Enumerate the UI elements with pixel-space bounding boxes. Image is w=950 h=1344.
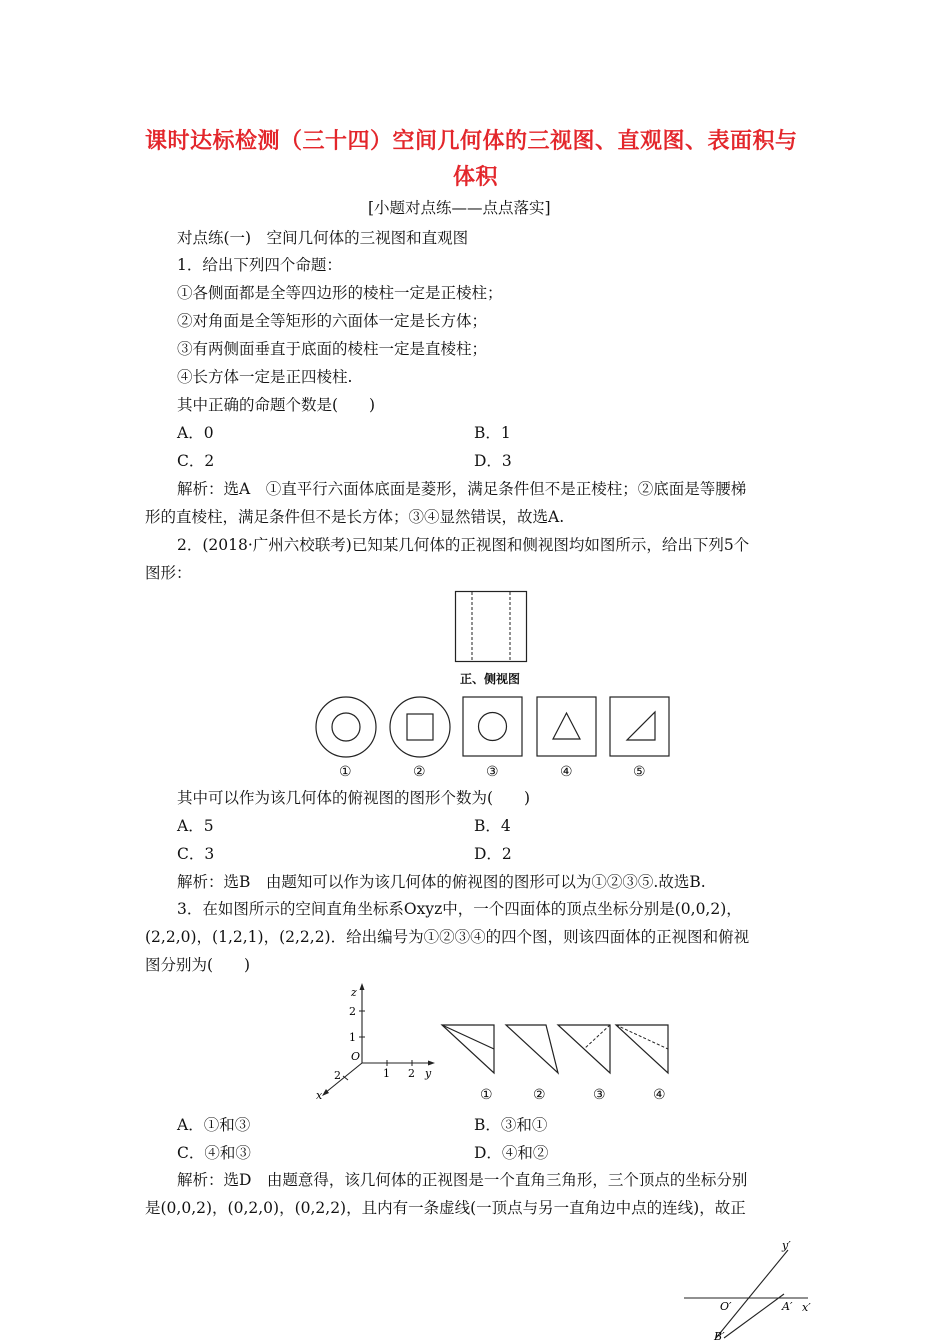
q1-item: ③有两侧面垂直于底面的棱柱一定是直棱柱； — [177, 340, 488, 358]
q1-option-c: C．2 — [177, 452, 215, 470]
view-3-figure — [558, 1025, 610, 1073]
figure-label: ② — [413, 764, 426, 780]
q1-ask: 其中正确的命题个数是( ) — [177, 396, 376, 414]
figure-label: ③ — [486, 764, 499, 780]
x-tick: 2 — [334, 1069, 341, 1082]
b-prime-label: B′ — [714, 1330, 725, 1343]
figure-label: ① — [480, 1087, 493, 1103]
a-prime-label: A′ — [782, 1300, 793, 1313]
o-prime-label: O′ — [720, 1300, 732, 1313]
figure-label: ⑤ — [633, 764, 646, 780]
figure-caption: 正、侧视图 — [460, 672, 521, 686]
front-side-view-figure — [455, 591, 530, 663]
x-prime-label: x′ — [802, 1301, 811, 1314]
view-options-figure — [440, 1022, 675, 1082]
figure-label: ④ — [560, 764, 573, 780]
q2-option-b: B．4 — [474, 817, 511, 835]
q3-analysis-cont: 是(0,0,2)，(0,2,0)，(0,2,2)，且内有一条虚线(一顶点与另一直角边中点的连线)，故正 — [145, 1199, 746, 1217]
y-tick: 1 — [383, 1067, 390, 1080]
page-title: 课时达标检测（三十四）空间几何体的三视图、直观图、表面积与 — [145, 128, 798, 154]
q3-stem-cont: 图分别为( ) — [145, 956, 251, 974]
option-1-figure — [316, 697, 376, 757]
q1-stem: 1．给出下列四个命题： — [177, 256, 342, 274]
q3-option-c: C．④和③ — [177, 1144, 251, 1162]
oblique-axes-figure — [680, 1236, 820, 1342]
q3-analysis: 解析：选D 由题意得，该几何体的正视图是一个直角三角形，三个顶点的坐标分别 — [177, 1171, 748, 1189]
figure-label: ④ — [653, 1087, 666, 1103]
figure-label: ① — [339, 764, 352, 780]
y-tick: 2 — [408, 1067, 415, 1080]
q3-option-b: B．③和① — [474, 1116, 548, 1134]
q3-stem: 3．在如图所示的空间直角坐标系Oxyz中，一个四面体的顶点坐标分别是(0,0,2)， — [177, 900, 742, 918]
q1-option-d: D．3 — [474, 452, 512, 470]
option-3-figure — [463, 697, 522, 756]
q2-option-a: A．5 — [177, 817, 214, 835]
z-tick: 2 — [349, 1005, 356, 1018]
x-axis-label: x — [316, 1089, 323, 1102]
option-4-figure — [537, 697, 596, 756]
y-axis-label: y — [425, 1067, 432, 1080]
coordinate-system-figure — [310, 980, 440, 1105]
q2-analysis: 解析：选B 由题知可以作为该几何体的俯视图的图形可以为①②③⑤.故选B. — [177, 873, 706, 891]
q1-option-b: B．1 — [474, 424, 511, 442]
q3-option-a: A．①和③ — [177, 1116, 251, 1134]
option-2-figure — [390, 697, 450, 757]
view-4-figure — [616, 1025, 668, 1073]
z-axis-label: z — [351, 986, 357, 999]
q1-option-a: A．0 — [177, 424, 214, 442]
q1-analysis: 解析：选A ①直平行六面体底面是菱形，满足条件但不是正棱柱；②底面是等腰梯 — [177, 480, 747, 498]
q2-stem: 2．(2018·广州六校联考)已知某几何体的正视图和侧视图均如图所示，给出下列5个 — [177, 536, 750, 554]
q2-stem-cont: 图形： — [145, 564, 192, 582]
view-2-figure — [506, 1025, 558, 1073]
q1-analysis-cont: 形的直棱柱，满足条件但不是长方体；③④显然错误，故选A. — [145, 508, 565, 526]
section-heading: 对点练(一) 空间几何体的三视图和直观图 — [177, 229, 469, 247]
view-1-figure — [442, 1025, 494, 1073]
q2-ask: 其中可以作为该几何体的俯视图的图形个数为( ) — [177, 789, 531, 807]
q2-option-d: D．2 — [474, 845, 512, 863]
q2-option-c: C．3 — [177, 845, 215, 863]
page-title-cont: 体积 — [453, 164, 499, 190]
origin-label: O — [351, 1050, 361, 1063]
y-prime-label: y′ — [782, 1239, 791, 1252]
subtitle: [小题对点练——点点落实] — [368, 199, 551, 217]
q1-item: ④长方体一定是正四棱柱. — [177, 368, 353, 386]
q1-item: ②对角面是全等矩形的六面体一定是长方体； — [177, 312, 488, 330]
figure-label: ③ — [593, 1087, 606, 1103]
q3-option-d: D．④和② — [474, 1144, 549, 1162]
q1-item: ①各侧面都是全等四边形的棱柱一定是正棱柱； — [177, 284, 503, 302]
option-5-figure — [610, 697, 669, 756]
top-view-options-figure — [315, 695, 675, 765]
q3-stem-cont: (2,2,0)，(1,2,1)，(2,2,2)．给出编号为①②③④的四个图，则该四面体的正视图和俯视 — [145, 928, 750, 946]
z-tick: 1 — [349, 1031, 356, 1044]
figure-label: ② — [533, 1087, 546, 1103]
